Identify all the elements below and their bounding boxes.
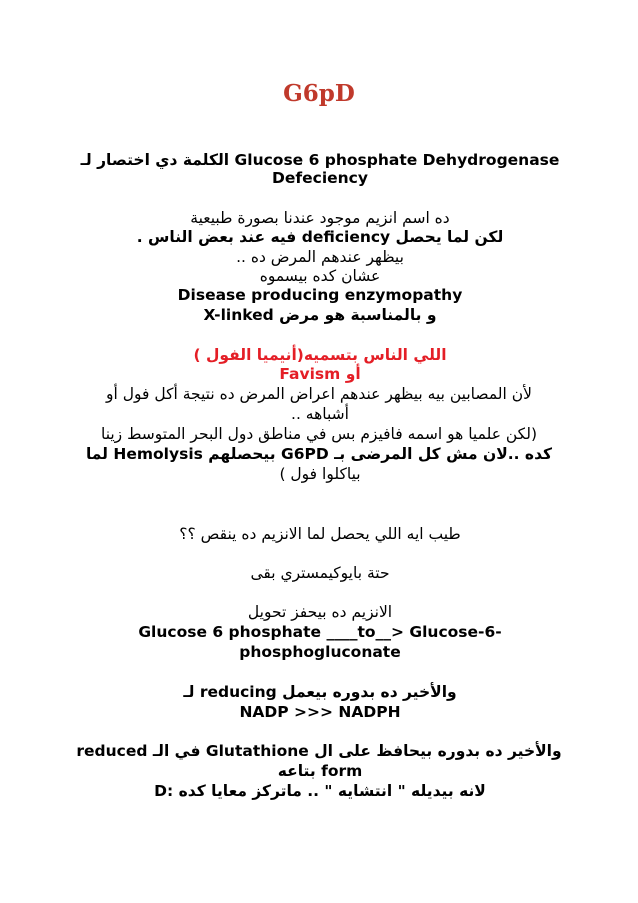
line-question: طيب ايه اللي يحصل لما الانزيم ده ينقص ؟؟ bbox=[179, 525, 461, 543]
line-reducing: والأخير ده بدوره بيعمل reducing لـ bbox=[183, 683, 457, 701]
line-fava-anemia: اللي الناس بتسميه(أنيميا الفول ) bbox=[193, 346, 447, 364]
line-electron-joke: لانه بيديله " انتشايه " .. ماتركز معايا كده :D bbox=[154, 782, 486, 800]
line-scientific-name: (لكن علميا هو اسمه فافيزم بس في مناطق دول البحر المتوسط زينا bbox=[100, 425, 538, 443]
line-enzyme-normal: ده اسم انزيم موجود عندنا بصورة طبيعية bbox=[190, 209, 450, 227]
line-reaction: Glucose 6 phosphate ____to__> Glucose-6- bbox=[138, 623, 502, 641]
line-biochemistry: حتة بايوكيمستري بقى bbox=[250, 564, 390, 582]
line-phosphogluconate: phosphogluconate bbox=[239, 643, 401, 661]
line-enzymopathy: Disease producing enzymopathy bbox=[177, 286, 463, 304]
line-form: form بتاعه bbox=[277, 762, 363, 780]
line-enzyme-catalyzes: الانزيم ده بيحفز تحويل bbox=[247, 603, 393, 621]
line-disease-appears: بيظهر عندهم المرض ده .. bbox=[236, 248, 404, 266]
document-title: G6pD bbox=[283, 80, 355, 107]
line-similar: أشباهه .. bbox=[291, 405, 349, 423]
line-nadph: NADP >>> NADPH bbox=[239, 703, 401, 721]
line-definition: Glucose 6 phosphate Dehydrogenase الكلمة دي اختصار لـ bbox=[80, 151, 560, 169]
line-eat-fava: بياكلوا فول ) bbox=[279, 465, 361, 483]
line-called: عشان كده بيسموه bbox=[259, 267, 381, 285]
line-reason: لأن المصابين بيه بيظهر عندهم اعراض المرض ده نتيجة أكل فول أو bbox=[106, 385, 532, 403]
line-x-linked: و بالمناسبة هو مرض X-linked bbox=[203, 306, 437, 324]
line-defeciency: Defeciency bbox=[272, 169, 368, 187]
line-glutathione: والأخير ده بدوره بيحافظ على ال Glutathione في الـ reduced bbox=[76, 742, 562, 760]
line-deficiency: لكن لما يحصل deficiency فيه عند بعض الناس . bbox=[136, 228, 504, 246]
line-favism: أو Favism bbox=[279, 365, 361, 383]
line-hemolysis: كده ..لان مش كل المرضى بـ G6PD بيحصلهم Hemolysis لما bbox=[85, 445, 553, 463]
